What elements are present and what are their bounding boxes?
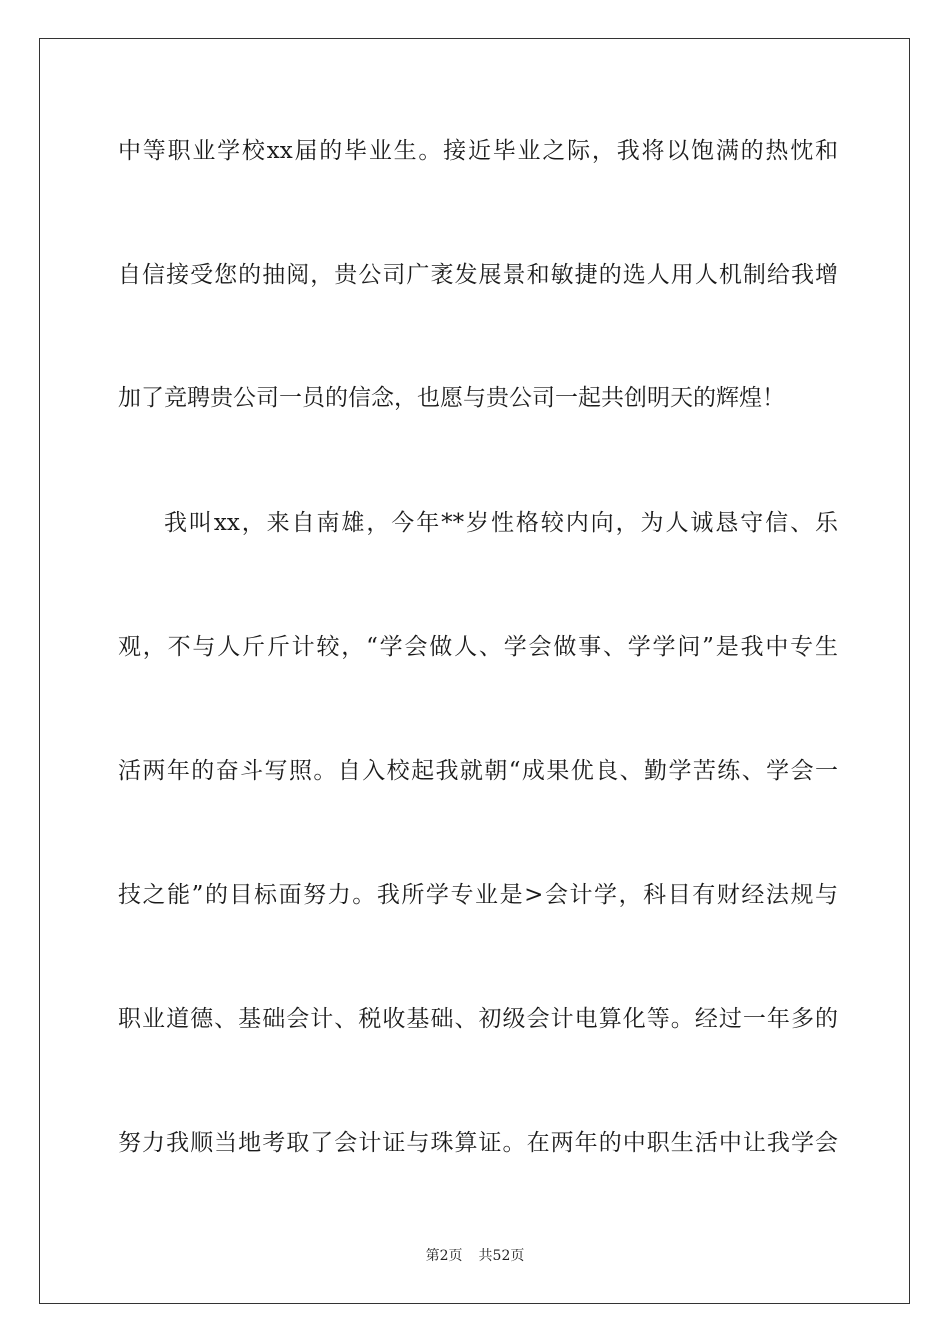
body-text-line: 自信接受您的抽阅，贵公司广袤发展景和敏捷的选人用人机制给我增 — [118, 262, 838, 288]
body-text-line: 观，不与人斤斤计较，“学会做人、学会做事、学学问”是我中专生 — [118, 634, 838, 660]
paragraph-first-line: 我叫xx，来自南雄，今年**岁性格较内向，为人诚恳守信、乐 — [164, 510, 838, 536]
body-text-line: 技之能”的目标面努力。我所学专业是>会计学，科目有财经法规与 — [118, 882, 838, 908]
body-text-line: 职业道德、基础会计、税收基础、初级会计电算化等。经过一年多的 — [118, 1006, 838, 1032]
body-text-line: 加了竞聘贵公司一员的信念，也愿与贵公司一起共创明天的辉煌！ — [118, 385, 785, 411]
body-text-line: 中等职业学校xx届的毕业生。接近毕业之际，我将以饱满的热忱和 — [118, 138, 838, 164]
page-number: 第2页 — [425, 1248, 463, 1264]
page-total: 共52页 — [478, 1248, 525, 1264]
body-text-line: 努力我顺当地考取了会计证与珠算证。在两年的中职生活中让我学会 — [118, 1130, 838, 1156]
page-footer — [0, 1247, 950, 1265]
page-border — [39, 38, 910, 1304]
body-text-line: 活两年的奋斗写照。自入校起我就朝“成果优良、勤学苦练、学会一 — [118, 758, 838, 784]
